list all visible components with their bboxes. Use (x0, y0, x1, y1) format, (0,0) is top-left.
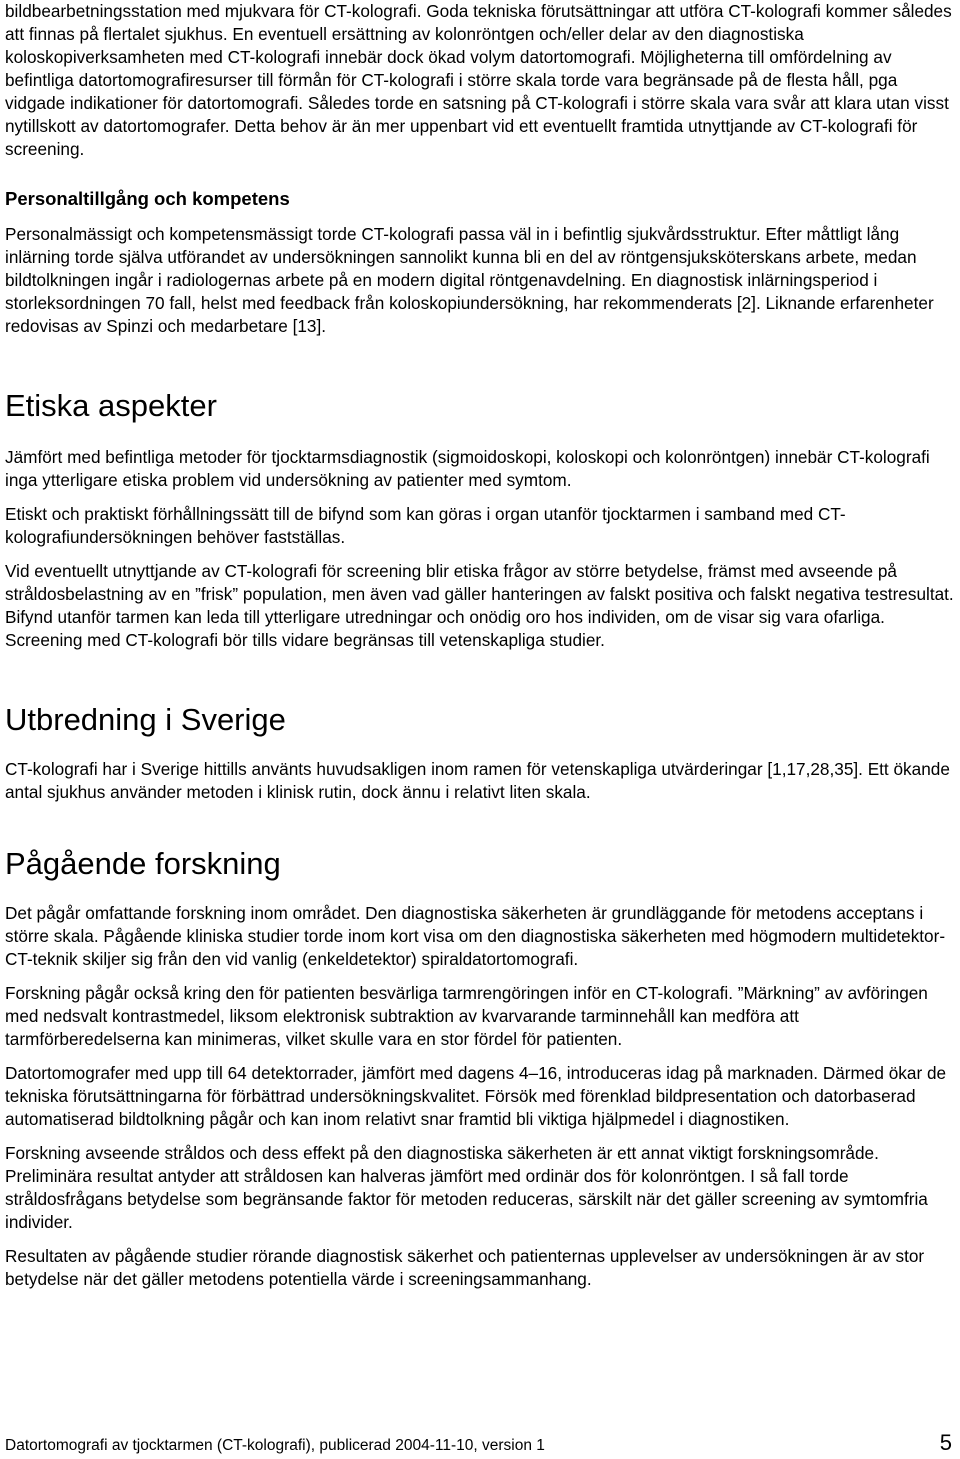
intro-paragraph: bildbearbetningsstation med mjukvara för CT-kolografi. Goda tekniska förutsättningar att utföra CT-kolografi kommer således att finnas på flertalet sjukhus. En eventuell ersättning av kolonröntgen och/eller delar av den diagnostiska koloskopiverksamheten med CT-kolografi innebär dock ökad volym datortomografi. Möjligheterna till omfördelning av befintliga datortomografiresurser till förmån för CT-kolografi i större skala torde vara begränsade på de flesta håll, pga vidgade indikationer för datortomografi. Således torde en satsning på CT-kolografi i större skala vara svår att klara utan visst nytillskott av datortomografer. Detta behov är än mer uppenbart vid ett eventuellt framtida utnyttjande av CT-kolografi för screening. (5, 1, 952, 159)
etiska-heading: Etiska aspekter (5, 388, 217, 423)
forskning-paragraph-5: Resultaten av pågående studier rörande diagnostisk säkerhet och patienternas upplevelser av undersökningen är av stor betydelse när det gäller metodens potentiella värde i screeningsammanhang. (5, 1246, 925, 1289)
utbredning-heading: Utbredning i Sverige (5, 702, 286, 737)
personal-paragraph-1: Personalmässigt och kompetensmässigt torde CT-kolografi passa väl in i befintlig sjukvårdsstruktur. Efter måttligt lång inlärning torde själva utförandet av undersökningen sannolikt kunna bli en del av röntgensjuksköterskans arbete, medan bildtolkningen ingår i radiologernas arbete på en modern digital röntgenavdelning. En diagnostisk inlärningsperiod i storleksordningen 70 fall, helst med feedback från koloskopiundersökning, har rekommenderats [2]. Liknande erfarenheter redovisas av Spinzi och medarbetare [13]. (5, 224, 934, 336)
forskning-heading: Pågående forskning (5, 846, 281, 881)
personal-heading: Personaltillgång och kompetens (5, 188, 290, 209)
forskning-paragraph-1: Det pågår omfattande forskning inom området. Den diagnostiska säkerheten är grundläggande för metodens acceptans i större skala. Pågående kliniska studier torde inom kort visa om den diagnostiska säkerheten med högmodern multidetektor-CT-teknik skiljer sig från den vid vanlig (enkeldetektor) spiraldatortomografi. (5, 903, 946, 969)
page-number: 5 (939, 1430, 952, 1455)
forskning-paragraph-2: Forskning pågår också kring den för patienten besvärliga tarmrengöringen inför en CT-kolografi. ”Märkning” av avföringen med nedsvalt kontrastmedel, liksom elektronisk subtraktion av kvarvarande tarminnehåll kan medföra att tarmförberedelserna kan minimeras, vilket skulle vara en stor fördel för patienten. (5, 983, 928, 1049)
footer-citation: Datortomografi av tjocktarmen (CT-kolografi), publicerad 2004-11-10, version 1 (5, 1437, 545, 1454)
etiska-paragraph-3: Vid eventuellt utnyttjande av CT-kolografi för screening blir etiska frågor av större betydelse, främst med avseende på stråldosbelastning av en ”frisk” population, men även vad gäller hanteringen av falskt positiva och falskt negativa testresultat. Bifynd utanför tarmen kan leda till ytterligare utredningar och onödig oro hos individen, om de visar sig vara ofarliga. Screening med CT-kolografi bör tills vidare begränsas till vetenskapliga studier. (5, 561, 954, 650)
etiska-paragraph-2: Etiskt och praktiskt förhållningssätt till de bifynd som kan göras i organ utanför tjocktarmen i samband med CT-kolografiundersökningen behöver fastställas. (5, 504, 846, 547)
document-page (5, 0, 955, 1291)
etiska-paragraph-1: Jämfört med befintliga metoder för tjocktarmsdiagnostik (sigmoidoskopi, koloskopi och kolonröntgen) innebär CT-kolografi inga ytterligare etiska problem vid undersökning av patienter med symtom. (5, 447, 930, 490)
forskning-paragraph-4: Forskning avseende stråldos och dess effekt på den diagnostiska säkerheten är ett annat viktigt forskningsområde. Preliminära resultat antyder att stråldosen kan halveras jämfört med ordinär dos för kolonröntgen. I så fall torde stråldosfrågans betydelse som begränsande faktor för metoden reduceras, särskilt när det gäller screening av symtomfria individer. (5, 1143, 928, 1232)
forskning-paragraph-3: Datortomografer med upp till 64 detektorrader, jämfört med dagens 4–16, introduceras idag på marknaden. Därmed ökar de tekniska förutsättningarna för förbättrad undersökningskvalitet. Försök med förenklad bildpresentation och datorbaserad automatiserad bildtolkning pågår och kan inom relativt snar framtid bli viktiga hjälpmedel i diagnostiken. (5, 1063, 947, 1129)
utbredning-paragraph-1: CT-kolografi har i Sverige hittills använts huvudsakligen inom ramen för vetenskapliga utvärderingar [1,17,28,35]. Ett ökande antal sjukhus använder metoden i klinisk rutin, dock ännu i relativt liten skala. (5, 759, 950, 802)
